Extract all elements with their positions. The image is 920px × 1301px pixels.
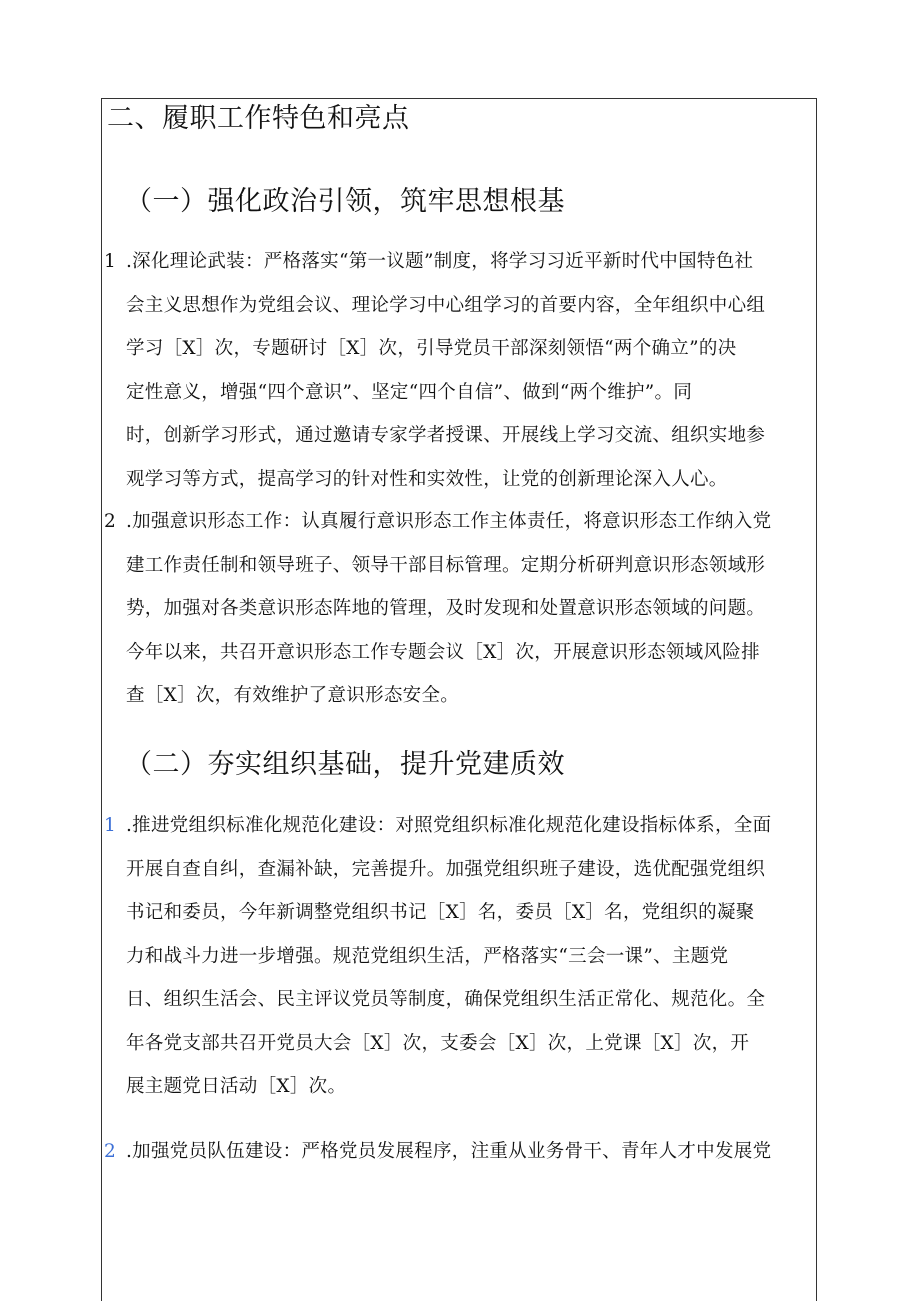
paragraph-line: 今年以来，共召开意识形态工作专题会议［X］次，开展意识形态领域风险排 bbox=[126, 641, 760, 663]
item-number: 2 bbox=[104, 1141, 117, 1162]
paragraph-line: 定性意义，增强“四个意识”、坚定“四个自信”、做到“两个维护”。同 bbox=[126, 381, 693, 403]
paragraph-1-2 bbox=[104, 500, 814, 718]
item-number: 1 bbox=[104, 815, 117, 836]
paragraph-line: 会主义思想作为党组会议、理论学习中心组学习的首要内容，全年组织中心组 bbox=[126, 294, 766, 316]
item-number: 2 bbox=[104, 511, 117, 532]
subsection-title-2: （二）夯实组织基础，提升党建质效 bbox=[125, 749, 565, 780]
paragraph-line: 开展自查自纠，查漏补缺，完善提升。加强党组织班子建设，选优配强党组织 bbox=[126, 858, 766, 880]
paragraph-line: .推进党组织标准化规范化建设：对照党组织标准化规范化建设指标体系，全面 bbox=[126, 815, 772, 836]
paragraph-line: 时，创新学习形式，通过邀请专家学者授课、开展线上学习交流、组织实地参 bbox=[126, 425, 766, 446]
paragraph-line: 日、组织生活会、民主评议党员等制度，确保党组织生活正常化、规范化。全 bbox=[126, 989, 766, 1010]
section-title: 二、履职工作特色和亮点 bbox=[107, 103, 410, 134]
paragraph-line: 力和战斗力进一步增强。规范党组织生活，严格落实“三会一课”、主题党 bbox=[126, 945, 729, 967]
paragraph-2-2 bbox=[104, 1130, 814, 1174]
subsection-title-1: （一）强化政治引领，筑牢思想根基 bbox=[125, 186, 565, 217]
paragraph-line: 展主题党日活动［X］次。 bbox=[126, 1076, 347, 1097]
paragraph-1-1 bbox=[104, 240, 814, 501]
paragraph-2-1 bbox=[104, 804, 814, 1109]
paragraph-line: 查［X］次，有效维护了意识形态安全。 bbox=[126, 685, 460, 706]
paragraph-line: .加强意识形态工作：认真履行意识形态工作主体责任，将意识形态工作纳入党 bbox=[126, 511, 772, 532]
paragraph-line: .深化理论武装：严格落实“第一议题”制度，将学习习近平新时代中国特色社 bbox=[126, 251, 754, 272]
paragraph-line: 建工作责任制和领导班子、领导干部目标管理。定期分析研判意识形态领域形 bbox=[126, 554, 766, 576]
item-number: 1 bbox=[104, 251, 117, 272]
paragraph-line: 书记和委员，今年新调整党组织书记［X］名，委员［X］名，党组织的凝聚 bbox=[126, 902, 755, 923]
paragraph-line: 观学习等方式，提高学习的针对性和实效性，让党的创新理论深入人心。 bbox=[126, 468, 728, 490]
paragraph-line: .加强党员队伍建设：严格党员发展程序，注重从业务骨干、青年人才中发展党 bbox=[126, 1141, 772, 1162]
paragraph-line: 年各党支部共召开党员大会［X］次，支委会［X］次，上党课［X］次，开 bbox=[126, 1032, 750, 1054]
paragraph-line: 势，加强对各类意识形态阵地的管理，及时发现和处置意识形态领域的问题。 bbox=[126, 598, 766, 619]
paragraph-line: 学习［X］次，专题研讨［X］次，引导党员干部深刻领悟“两个确立”的决 bbox=[126, 338, 737, 359]
